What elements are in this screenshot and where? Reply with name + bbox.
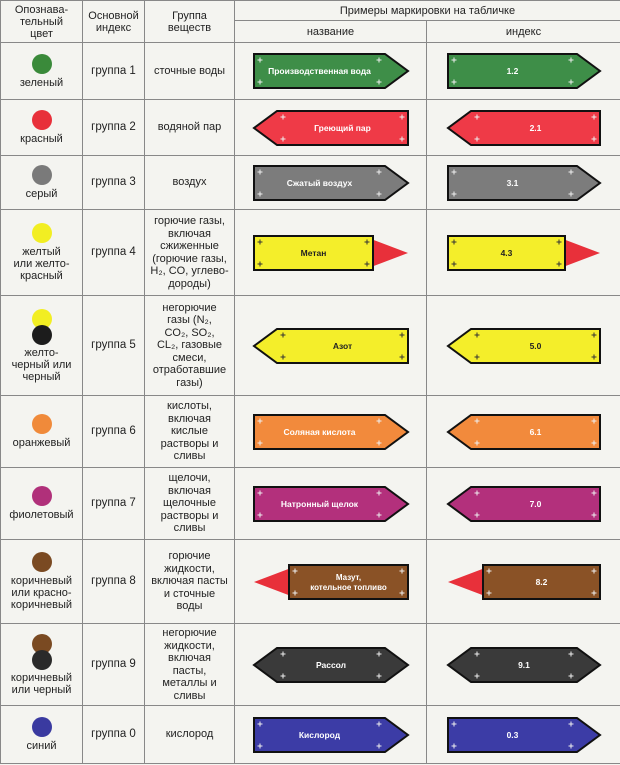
color-dot-pair [30,634,54,670]
name-sign-text: Натронный щелок [280,498,358,509]
index-example-cell [427,156,620,210]
table-row [1,43,620,100]
color-name: коричневый или черный [10,671,73,696]
index-example-cell [427,296,620,396]
name-example-cell [235,210,427,296]
group-index: группа 5 [83,296,145,396]
index-example-cell [427,706,620,764]
color-dot [32,223,52,243]
name-example-cell [235,396,427,468]
substance-group: сточные воды [145,43,235,100]
name-sign [251,233,411,273]
header-group: Группа веществ [145,1,235,43]
name-sign [251,326,411,366]
index-sign-text: 0.3 [506,729,518,740]
color-cell [1,296,83,396]
name-example-cell [235,706,427,764]
group-index: группа 0 [83,706,145,764]
name-example-cell [235,156,427,210]
substance-group: щелочи, включая щелочные растворы и сливы [145,468,235,540]
index-sign-text: 6.1 [529,426,541,437]
table-row [1,210,620,296]
name-sign [251,163,411,203]
color-dot [32,717,52,737]
sign-body [448,329,600,363]
substance-group: кислоты, включая кислые растворы и сливы [145,396,235,468]
name-sign [251,645,411,685]
group-index: группа 3 [83,156,145,210]
color-name: желтый или желто- красный [13,246,70,282]
index-example-cell [427,624,620,706]
group-index: группа 7 [83,468,145,540]
color-dot [32,486,52,506]
index-sign [445,715,603,755]
group-index: группа 2 [83,100,145,156]
index-sign [445,108,603,148]
name-sign [251,412,411,452]
color-name: зеленый [19,76,64,89]
name-sign-text: Сжатый воздух [286,177,352,188]
color-dot [32,325,52,345]
color-name: красный [20,133,63,145]
substance-group: кислород [145,706,235,764]
table-row [1,100,620,156]
sign-body [448,54,600,88]
name-sign [251,484,411,524]
index-sign [445,484,603,524]
index-sign-text: 9.1 [517,659,530,670]
sign-body [448,111,600,145]
group-index: группа 9 [83,624,145,706]
index-example-cell [427,43,620,100]
substance-group: горючие жидкости, включая пасты и сточные воды [145,540,235,624]
color-cell [1,156,83,210]
group-index: группа 4 [83,210,145,296]
header-color: Опознава- тельный цвет [1,1,83,43]
color-dot [32,165,52,185]
color-dot [32,552,52,572]
group-index: группа 8 [83,540,145,624]
color-cell [1,706,83,764]
name-sign-text: Греющий пар [313,122,371,133]
sign-body [448,487,600,521]
header-index-sub: индекс [427,21,620,43]
color-cell [1,624,83,706]
index-sign [445,51,603,91]
name-sign-text: Метан [300,247,326,258]
name-sign [251,562,411,602]
index-sign-text: 2.1 [529,122,541,133]
red-arrow-tip [563,239,600,267]
color-cell [1,100,83,156]
index-sign [445,233,603,273]
name-sign-text: котельное топливо [309,582,387,592]
color-dot [32,54,52,74]
color-name: оранжевый [12,437,71,449]
color-dot [32,650,52,670]
color-name: серый [25,188,58,200]
index-example-cell [427,396,620,468]
color-cell [1,43,83,100]
name-example-cell [235,296,427,396]
red-arrow-tip [371,239,408,267]
index-sign-text: 3.1 [506,177,518,188]
color-cell [1,540,83,624]
index-sign-text: 8.2 [535,576,547,587]
group-index: группа 1 [83,43,145,100]
substance-group: водяной пар [145,100,235,156]
index-sign [445,326,603,366]
index-example-cell [427,468,620,540]
sign-body [289,565,408,599]
color-dot [32,414,52,434]
substance-group: негорючие газы (N₂, CO₂, SO₂, CL₂, газовые смеси, отработавшие газы) [145,296,235,396]
index-example-cell [427,540,620,624]
index-sign [445,412,603,452]
table-row [1,468,620,540]
name-example-cell [235,540,427,624]
substance-group: воздух [145,156,235,210]
color-name: фиолетовый [9,509,74,521]
index-sign [445,163,603,203]
index-sign-text: 1.2 [506,66,518,76]
index-sign-text: 5.0 [529,340,541,351]
name-sign [251,108,411,148]
index-sign-text: 4.3 [500,247,512,258]
name-sign [251,51,411,91]
index-sign [445,645,603,685]
sign-body [254,329,408,363]
header-index: Основной индекс [83,1,145,43]
red-arrow-tip [448,568,485,596]
table-row [1,706,620,764]
header-name: название [235,21,427,43]
table-row [1,296,620,396]
color-name: желто- черный или черный [11,346,72,383]
color-dot-pair [30,309,54,345]
sign-body [448,415,600,449]
header-examples: Примеры маркировки на табличке [235,1,620,21]
name-sign [251,715,411,755]
sign-body [448,718,600,752]
index-example-cell [427,100,620,156]
color-cell [1,210,83,296]
sign-body [448,166,600,200]
name-sign-text: Мазут, [335,572,361,582]
red-arrow-tip [254,568,291,596]
color-cell [1,396,83,468]
index-sign [445,562,603,602]
color-name: коричневый или красно- коричневый [10,575,73,611]
name-example-cell [235,100,427,156]
color-dot [32,110,52,130]
name-sign-text: Рассол [315,659,346,670]
name-sign-text: Кислород [298,729,340,740]
substance-group: негорючие жидкости, включая пасты, металлы и сливы [145,624,235,706]
color-cell [1,468,83,540]
name-example-cell [235,468,427,540]
name-sign-text: Производственная вода [267,66,371,76]
table-row [1,156,620,210]
substance-group: горючие газы, включая сжиженные (горючие газы, H₂, CO, углево- дороды) [145,210,235,296]
name-sign-text: Азот [332,340,352,351]
index-sign-text: 7.0 [529,498,541,509]
name-example-cell [235,624,427,706]
name-sign-text: Соляная кислота [282,426,356,437]
name-example-cell [235,43,427,100]
table-row [1,540,620,624]
color-name: синий [26,740,57,752]
index-example-cell [427,210,620,296]
group-index: группа 6 [83,396,145,468]
table-row [1,396,620,468]
table-row [1,624,620,706]
